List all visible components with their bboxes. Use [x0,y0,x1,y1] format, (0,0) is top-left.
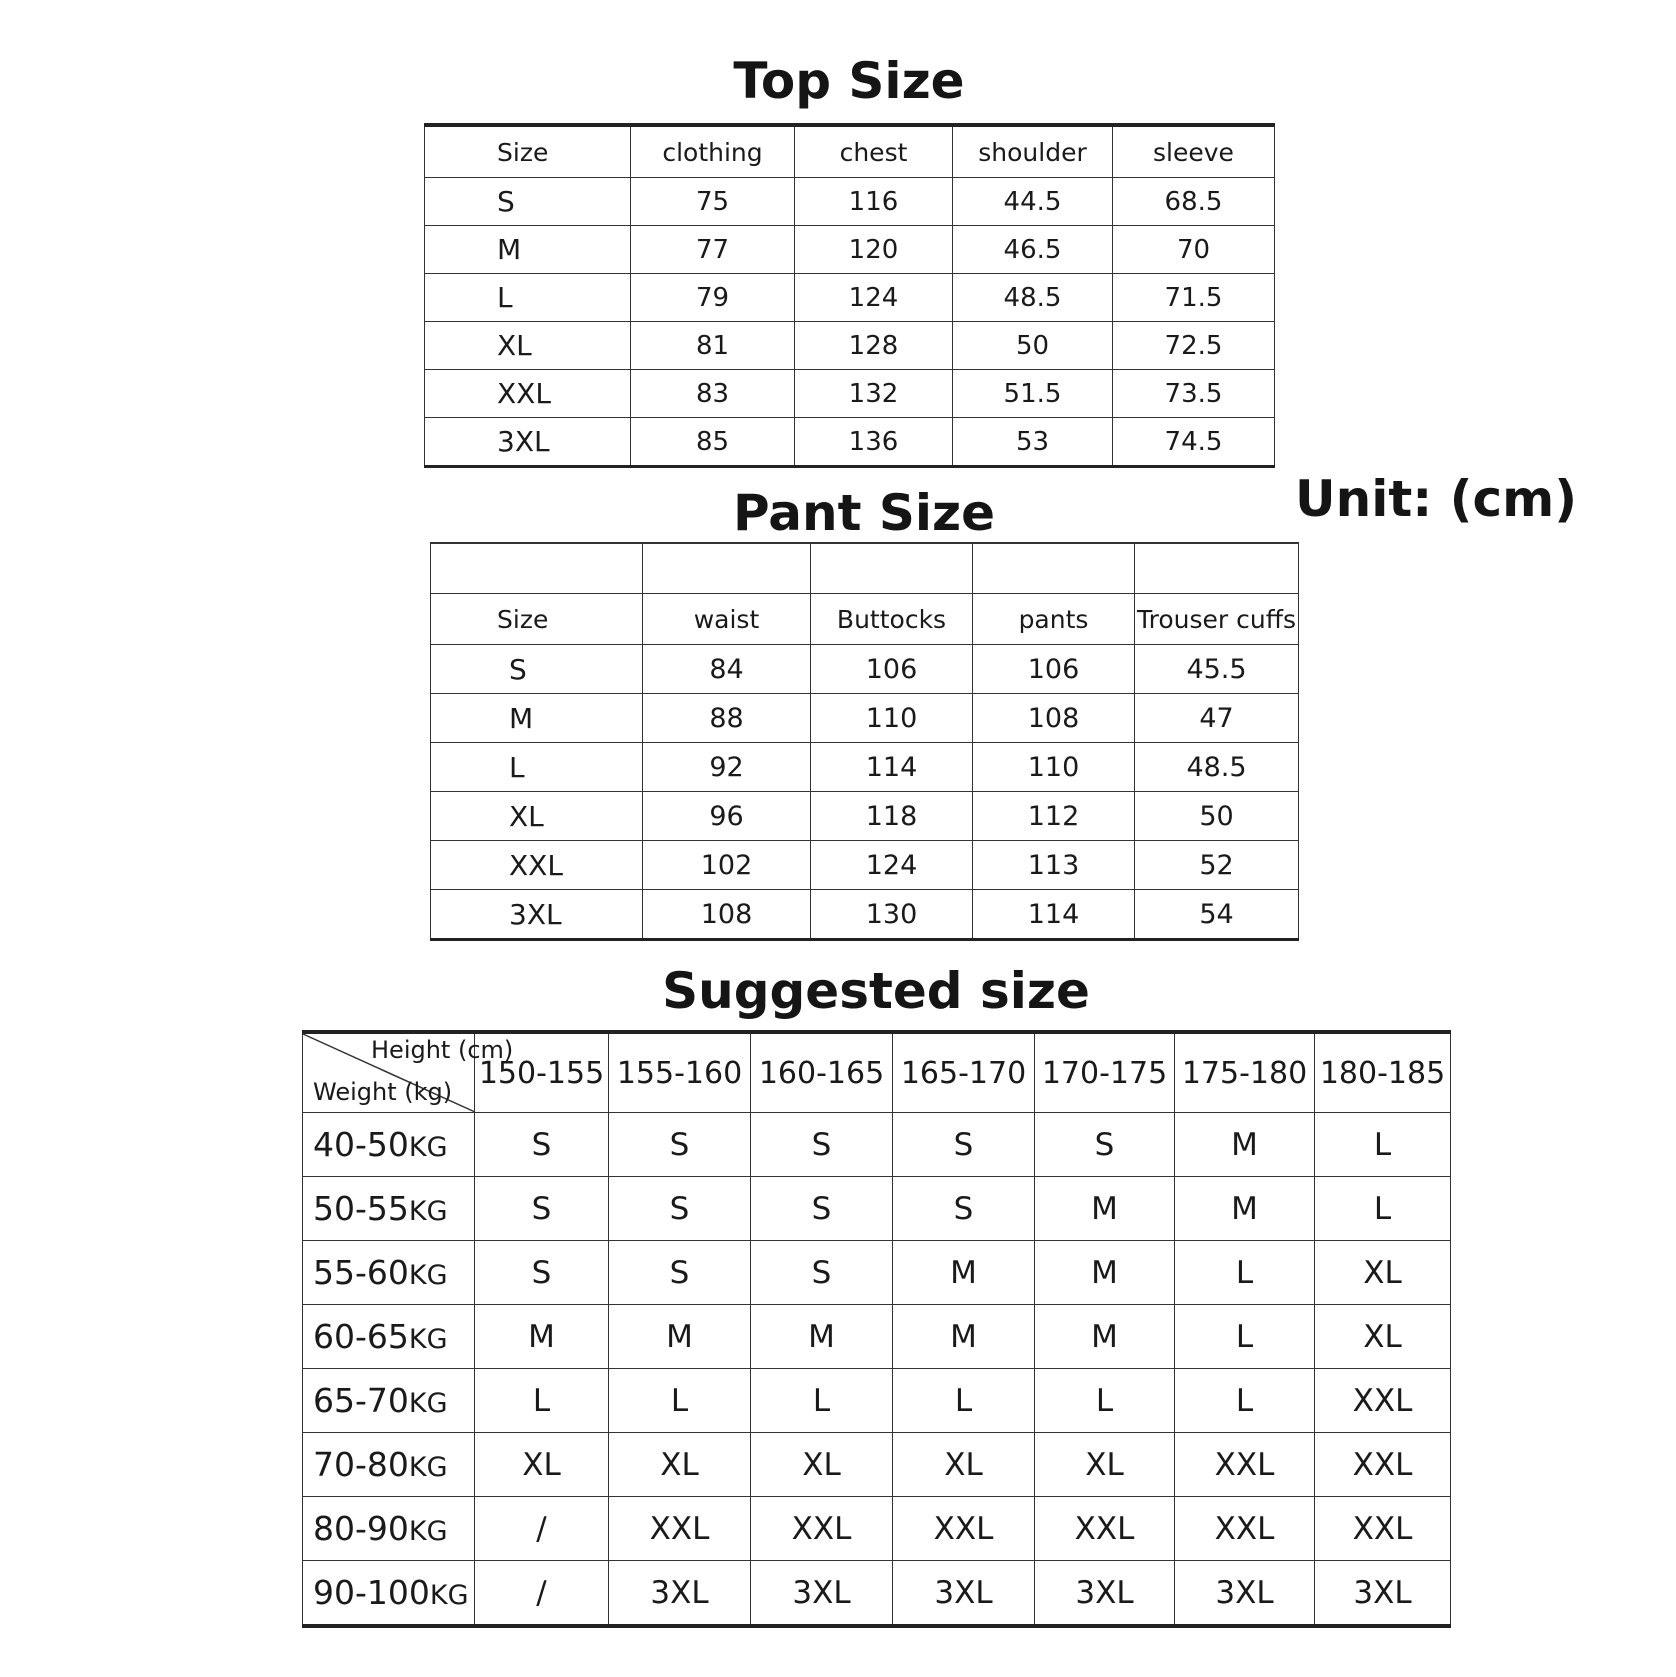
height-header: 165-170 [893,1032,1035,1113]
table-header-row [431,594,1299,645]
weight-unit: KG [408,1260,448,1291]
table-cell: 54 [1135,890,1299,940]
weight-cell [303,1369,475,1433]
suggested-size-cell: XL [751,1433,893,1497]
table-cell: 85 [631,418,795,467]
table-row [431,841,1299,890]
table-cell: 120 [795,226,953,274]
table-row [425,274,1275,322]
table-cell: 124 [811,841,973,890]
table-row [431,890,1299,940]
table-cell: L [425,274,631,322]
suggested-size-cell: L [751,1369,893,1433]
suggested-size-cell: 3XL [1035,1561,1175,1627]
suggested-size-cell: XL [1315,1305,1451,1369]
suggested-size-cell: S [609,1113,751,1177]
table-cell: 46.5 [953,226,1113,274]
table-row [425,322,1275,370]
table-row [303,1433,1451,1497]
table-cell: 110 [811,694,973,743]
suggested-size-cell: L [475,1369,609,1433]
table-cell: 106 [973,645,1135,694]
blank-cell [1135,543,1299,594]
suggested-size-cell: S [609,1241,751,1305]
suggested-size-cell: M [1175,1113,1315,1177]
suggested-size-cell: M [1035,1305,1175,1369]
table-cell: 73.5 [1113,370,1275,418]
table-cell: 79 [631,274,795,322]
height-header: 150-155 [475,1032,609,1113]
height-header: 155-160 [609,1032,751,1113]
table-cell: 106 [811,645,973,694]
table-cell: 136 [795,418,953,467]
table-cell: 72.5 [1113,322,1275,370]
table-row [425,178,1275,226]
suggested-size-cell: L [1175,1305,1315,1369]
table-cell: XL [425,322,631,370]
suggested-size-cell: XXL [1035,1497,1175,1561]
header-trouser-cuffs: Trouser cuffs [1135,594,1299,645]
table-cell: 83 [631,370,795,418]
header-buttocks: Buttocks [811,594,973,645]
table-cell: 114 [811,743,973,792]
suggested-size-cell: / [475,1561,609,1627]
suggested-size-cell: 3XL [1315,1561,1451,1627]
suggested-size-cell: S [751,1113,893,1177]
table-row [303,1305,1451,1369]
table-cell: 108 [643,890,811,940]
suggested-size-cell: M [1035,1241,1175,1305]
table-cell: 81 [631,322,795,370]
top-size-title: Top Size [733,52,965,110]
suggested-size-cell: 3XL [1175,1561,1315,1627]
height-header: 180-185 [1315,1032,1451,1113]
suggested-size-cell: S [751,1241,893,1305]
header-shoulder: shoulder [953,125,1113,178]
table-row [431,743,1299,792]
table-cell: 96 [643,792,811,841]
pant-size-table [430,542,1299,941]
weight-cell [303,1113,475,1177]
suggested-size-cell: XL [1035,1433,1175,1497]
weight-range: 55-60 [313,1253,409,1292]
suggested-size-cell: S [475,1241,609,1305]
table-cell: 130 [811,890,973,940]
suggested-size-cell: L [1175,1369,1315,1433]
table-row [431,792,1299,841]
suggested-size-cell: M [475,1305,609,1369]
table-cell: 44.5 [953,178,1113,226]
height-header: 160-165 [751,1032,893,1113]
table-header-row [425,125,1275,178]
table-cell: S [431,645,643,694]
weight-range: 65-70 [313,1381,409,1420]
table-cell: 77 [631,226,795,274]
corner-cell [303,1032,514,1113]
header-size: Size [425,125,631,178]
suggested-size-cell: L [609,1369,751,1433]
weight-cell [303,1497,475,1561]
suggested-size-title: Suggested size [662,962,1090,1020]
table-cell: 71.5 [1113,274,1275,322]
suggested-size-cell: L [1315,1113,1451,1177]
table-row [303,1177,1451,1241]
weight-unit: KG [429,1580,469,1611]
top-size-table [424,123,1275,468]
height-header: 175-180 [1175,1032,1315,1113]
suggested-size-cell: M [609,1305,751,1369]
height-axis-label: Height (cm) [371,1036,514,1064]
suggested-size-table [302,1030,1451,1628]
table-cell: 53 [953,418,1113,467]
suggested-size-cell: M [1035,1177,1175,1241]
table-cell: 51.5 [953,370,1113,418]
table-cell: 114 [973,890,1135,940]
suggested-size-cell: M [893,1241,1035,1305]
weight-range: 40-50 [313,1125,409,1164]
weight-cell [303,1305,475,1369]
table-cell: XXL [425,370,631,418]
table-cell: 116 [795,178,953,226]
suggested-size-cell: XL [475,1433,609,1497]
header-sleeve: sleeve [1113,125,1275,178]
table-cell: 3XL [431,890,643,940]
table-cell: 3XL [425,418,631,467]
suggested-size-cell: S [1035,1113,1175,1177]
weight-cell [303,1241,475,1305]
table-cell: 108 [973,694,1135,743]
table-cell: XXL [431,841,643,890]
table-row [425,418,1275,467]
pant-size-title: Pant Size [732,484,996,542]
table-cell: 88 [643,694,811,743]
suggested-size-cell: XL [1315,1241,1451,1305]
table-cell: S [425,178,631,226]
blank-cell [431,543,643,594]
weight-unit: KG [408,1132,448,1163]
suggested-size-cell: M [751,1305,893,1369]
table-cell: 102 [643,841,811,890]
table-cell: 70 [1113,226,1275,274]
table-cell: 92 [643,743,811,792]
blank-cell [643,543,811,594]
header-clothing: clothing [631,125,795,178]
table-row [425,226,1275,274]
weight-unit: KG [408,1452,448,1483]
weight-unit: KG [408,1196,448,1227]
table-cell: 118 [811,792,973,841]
weight-axis-label: Weight (kg) [313,1078,453,1106]
blank-cell [973,543,1135,594]
weight-range: 90-100 [313,1573,430,1612]
suggested-size-cell: XXL [1315,1369,1451,1433]
header-waist: waist [643,594,811,645]
suggested-size-cell: S [751,1177,893,1241]
weight-range: 60-65 [313,1317,409,1356]
table-cell: 84 [643,645,811,694]
suggested-size-cell: S [893,1113,1035,1177]
table-cell: 132 [795,370,953,418]
suggested-size-cell: XXL [751,1497,893,1561]
blank-cell [811,543,973,594]
unit-label: Unit: (cm) [1295,470,1578,528]
table-cell: 112 [973,792,1135,841]
suggested-size-cell: S [893,1177,1035,1241]
suggested-size-cell: / [475,1497,609,1561]
header-pants: pants [973,594,1135,645]
suggested-size-cell: 3XL [751,1561,893,1627]
weight-cell [303,1561,475,1627]
suggested-size-cell: XXL [893,1497,1035,1561]
suggested-size-cell: XXL [1315,1433,1451,1497]
suggested-size-cell: L [1175,1241,1315,1305]
table-cell: 75 [631,178,795,226]
weight-cell [303,1177,475,1241]
table-row [303,1113,1451,1177]
table-cell: 45.5 [1135,645,1299,694]
suggested-size-cell: M [893,1305,1035,1369]
weight-range: 80-90 [313,1509,409,1548]
suggested-size-cell: XL [893,1433,1035,1497]
table-cell: 74.5 [1113,418,1275,467]
weight-unit: KG [408,1324,448,1355]
suggested-size-cell: S [475,1113,609,1177]
suggested-size-cell: L [893,1369,1035,1433]
blank-row [431,543,1299,594]
table-cell: 110 [973,743,1135,792]
weight-cell [303,1433,475,1497]
table-row [303,1561,1451,1627]
table-header-row [303,1032,1451,1113]
table-cell: 50 [953,322,1113,370]
suggested-size-cell: L [1035,1369,1175,1433]
header-size: Size [431,594,643,645]
table-cell: M [431,694,643,743]
table-cell: 50 [1135,792,1299,841]
header-chest: chest [795,125,953,178]
suggested-size-cell: 3XL [609,1561,751,1627]
table-row [303,1369,1451,1433]
table-cell: 52 [1135,841,1299,890]
table-cell: XL [431,792,643,841]
table-cell: M [425,226,631,274]
table-cell: 124 [795,274,953,322]
weight-range: 70-80 [313,1445,409,1484]
table-row [425,370,1275,418]
table-cell: 48.5 [1135,743,1299,792]
suggested-size-cell: XXL [1315,1497,1451,1561]
suggested-size-cell: L [1315,1177,1451,1241]
weight-unit: KG [408,1516,448,1547]
table-row [303,1241,1451,1305]
suggested-size-cell: XXL [609,1497,751,1561]
suggested-size-cell: S [609,1177,751,1241]
table-cell: 68.5 [1113,178,1275,226]
table-row [303,1497,1451,1561]
table-cell: 128 [795,322,953,370]
table-cell: 47 [1135,694,1299,743]
table-cell: 113 [973,841,1135,890]
weight-unit: KG [408,1388,448,1419]
suggested-size-cell: 3XL [893,1561,1035,1627]
height-header: 170-175 [1035,1032,1175,1113]
suggested-size-cell: XL [609,1433,751,1497]
table-cell: 48.5 [953,274,1113,322]
suggested-size-cell: M [1175,1177,1315,1241]
table-row [431,645,1299,694]
suggested-size-cell: XXL [1175,1433,1315,1497]
suggested-size-cell: S [475,1177,609,1241]
weight-range: 50-55 [313,1189,409,1228]
suggested-size-cell: XXL [1175,1497,1315,1561]
table-row [431,694,1299,743]
table-cell: L [431,743,643,792]
